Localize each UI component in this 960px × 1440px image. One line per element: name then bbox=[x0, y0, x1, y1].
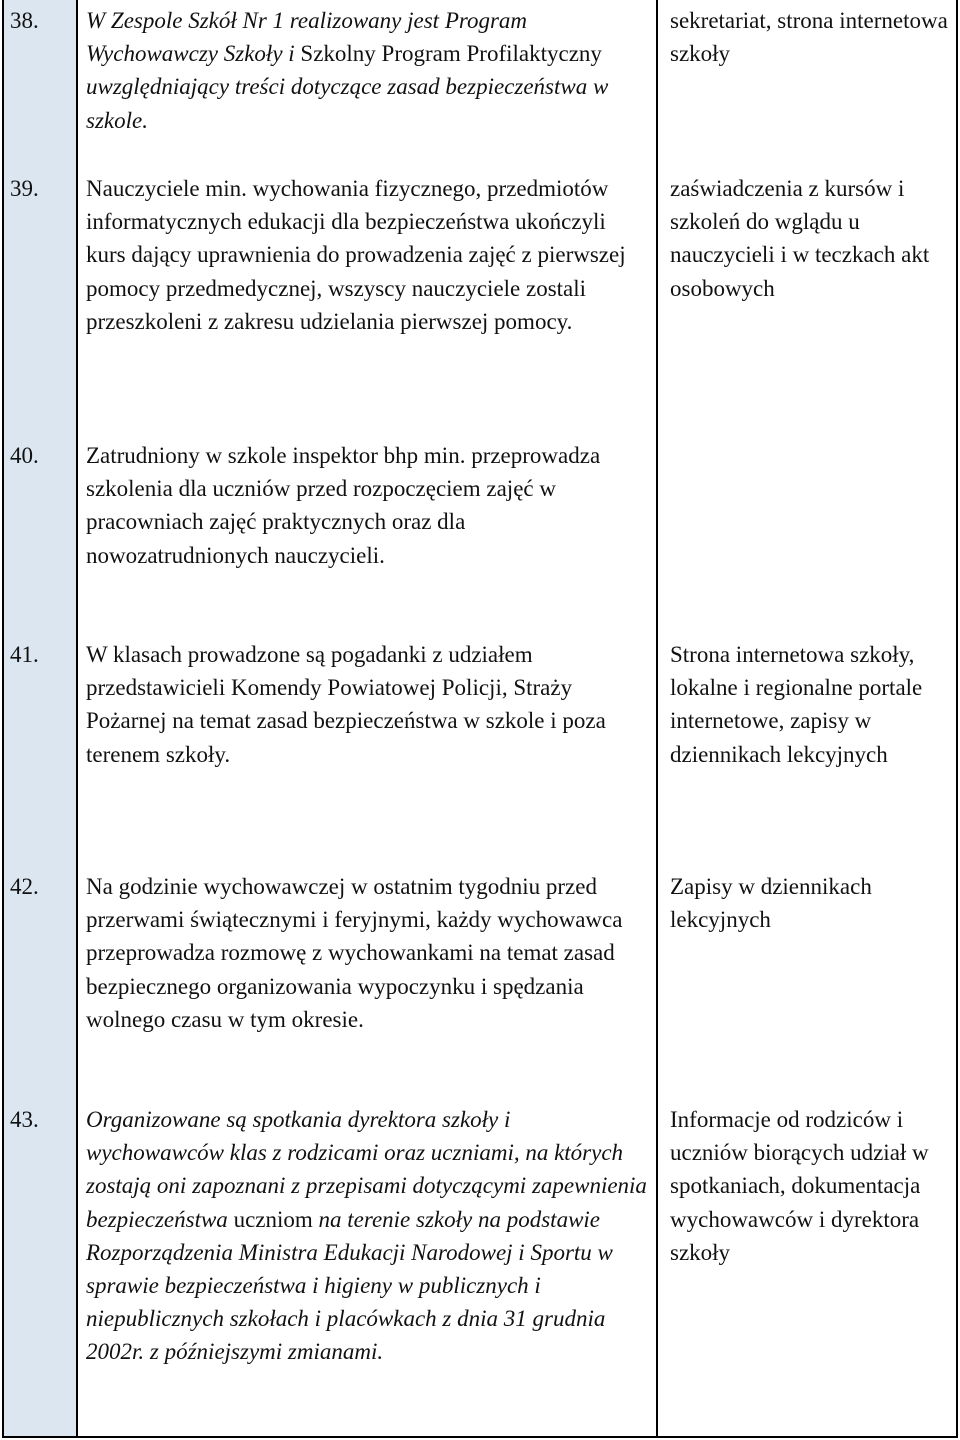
row-number: 41. bbox=[10, 642, 39, 667]
row-number: 42. bbox=[10, 874, 39, 899]
desc-part: Nauczyciele min. wychowania fizycznego, przedmiotów informatycznych edukacji dla bezpieczeństwa ukończyli kurs dający uprawnienia do prowadzenia zajęć z pierwszej pomocy przedmedycznej, wszyscy nauczyciele zostali przeszkoleni z zakresu udzielania pierwszej pomocy. bbox=[86, 176, 626, 334]
row-description bbox=[86, 172, 650, 338]
row-description bbox=[86, 4, 650, 137]
desc-part: uczniom bbox=[233, 1206, 313, 1232]
row-number: 40. bbox=[10, 443, 39, 468]
row-description bbox=[86, 439, 650, 572]
row-source: zaświadczenia z kursów i szkoleń do wglądu u nauczycieli i w teczkach akt osobowych bbox=[670, 176, 930, 301]
desc-part: Zatrudniony w szkole inspektor bhp min. przeprowadza szkolenia dla uczniów przed rozpoczęciem zajęć w pracowniach zajęć praktycznych oraz dla nowozatrudnionych nauczycieli. bbox=[86, 443, 601, 568]
desc-part: Na godzinie wychowawczej w ostatnim tygodniu przed przerwami świątecznymi i feryjnymi, każdy wychowawca przeprowadza rozmowę z wychowankami na temat zasad bezpiecznego organizowania wypoczynku i spędzania wolnego czasu w tym okresie. bbox=[86, 874, 623, 1032]
row-source: Zapisy w dziennikach lekcyjnych bbox=[670, 874, 872, 933]
row-number: 39. bbox=[10, 176, 39, 201]
row-description bbox=[86, 638, 650, 771]
number-column bbox=[4, 0, 78, 1436]
row-number: 38. bbox=[10, 8, 39, 33]
row-source: Strona internetowa szkoły, lokalne i regionalne portale internetowe, zapisy w dziennikach lekcyjnych bbox=[670, 642, 923, 767]
row-source: sekretariat, strona internetowa szkoły bbox=[670, 8, 948, 67]
desc-part: na terenie szkoły na podstawie Rozporządzenia Ministra Edukacji Narodowej i Sportu w sprawie bezpieczeństwa i higieny w publicznych i niepublicznych szkołach i placówkach z dnia 31 grudnia 2002r. z późniejszymi zmianami. bbox=[86, 1206, 613, 1365]
column-divider bbox=[656, 0, 658, 1436]
desc-part: Organizowane są spotkania dyrektora szkoły i wychowawców klas z rodzicami oraz uczniami, na których zostają oni zapoznani z przepisami dotyczącymi zapewnienia bezpieczeństwa bbox=[86, 1107, 647, 1232]
desc-part: uwzględniający treści dotyczące zasad bezpieczeństwa w szkole. bbox=[86, 74, 609, 133]
desc-part: W Zespole Szkół Nr 1 realizowany jest Program Wychowawczy Szkoły i bbox=[86, 8, 528, 67]
row-description bbox=[86, 1103, 650, 1369]
row-number: 43. bbox=[10, 1107, 39, 1132]
row-source: Informacje od rodziców i uczniów biorących udział w spotkaniach, dokumentacja wychowawców i dyrektora szkoły bbox=[670, 1107, 929, 1265]
desc-part: Szkolny Program Profilaktyczny bbox=[300, 41, 602, 67]
desc-part: W klasach prowadzone są pogadanki z udziałem przedstawicieli Komendy Powiatowej Policji, Straży Pożarnej na temat zasad bezpieczeństwa w szkole i poza terenem szkoły. bbox=[86, 642, 606, 767]
row-description bbox=[86, 870, 650, 1036]
